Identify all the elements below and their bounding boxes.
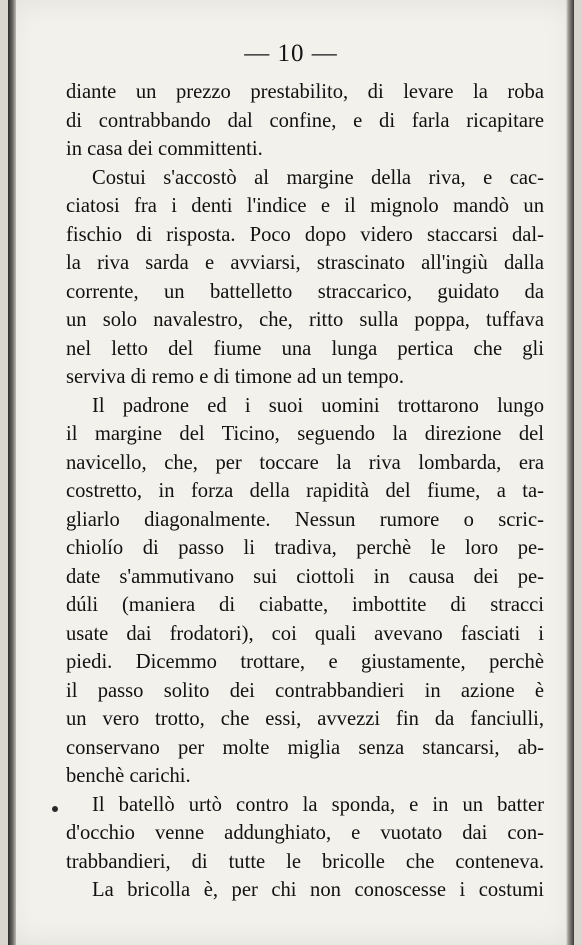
text-line: di contrabbando dal confine, e di farla ricapitare [66, 109, 544, 132]
text-line: il margine del Ticino, seguendo la direzione del [66, 423, 544, 445]
text-line: Il padrone ed i suoi uomini trottarono lungo [92, 394, 544, 417]
text-line: piedi. Dicemmo trottare, e giustamente, perchè [66, 651, 544, 673]
text-line: un solo navalestro, che, ritto sulla poppa, tuffava [66, 309, 544, 331]
text-line: fischio di risposta. Poco dopo videro staccarsi dal- [66, 223, 544, 246]
text-line: date s'ammutivano sui ciottoli in causa dei pe- [66, 565, 544, 588]
text-line: dúli (maniera di ciabatte, imbottite di stracci [66, 594, 544, 616]
text-line: benchè carichi. [66, 765, 191, 787]
text-line: in casa dei committenti. [66, 138, 263, 160]
text-line: diante un prezzo prestabilito, di levare la roba [66, 81, 544, 103]
text-line: costretto, in forza della rapidità del fiume, a ta- [66, 480, 544, 502]
text-line: Costui s'accostò al margine della riva, e cac- [92, 166, 544, 189]
text-line: trabbandieri, di tutte le bricolle che conteneva. [66, 850, 544, 873]
book-page [8, 0, 574, 945]
text-line: gliarlo diagonalmente. Nessun rumore o scric- [66, 508, 544, 531]
text-line: un vero trotto, che essi, avvezzi fin da fanciulli, [66, 708, 544, 730]
page-binding-edge [8, 0, 16, 945]
text-line: la riva sarda e avviarsi, strascinato all'ingiù dalla [66, 252, 544, 274]
text-line: conservano per molte miglia senza stancarsi, ab- [66, 736, 544, 759]
body-text [66, 78, 544, 905]
text-line: ciatosi fra i denti l'indice e il mignolo mandò un [66, 195, 544, 217]
text-line: d'occhio venne addunghiato, e vuotato dai con- [66, 822, 544, 844]
text-line: usate dai frodatori), coi quali avevano fasciati i [66, 622, 544, 645]
page-outer-edge [566, 0, 574, 945]
text-line: chiolío di passo li tradiva, perchè le loro pe- [66, 537, 544, 559]
text-line: navicello, che, per toccare la riva lombarda, era [66, 451, 544, 474]
text-line: serviva di remo e di timone ad un tempo. [66, 366, 404, 388]
page-number: — 10 — [244, 40, 338, 67]
text-line: il passo solito dei contrabbandieri in azione è [66, 679, 544, 702]
text-line: Il batellò urtò contro la sponda, e in un batter [92, 793, 544, 816]
text-line: corrente, un battelletto straccarico, guidato da [66, 280, 544, 303]
ink-spot [52, 806, 58, 812]
text-line: La bricolla è, per chi non conoscesse i costumi [92, 879, 544, 901]
text-line: nel letto del fiume una lunga pertica che gli [66, 337, 544, 360]
